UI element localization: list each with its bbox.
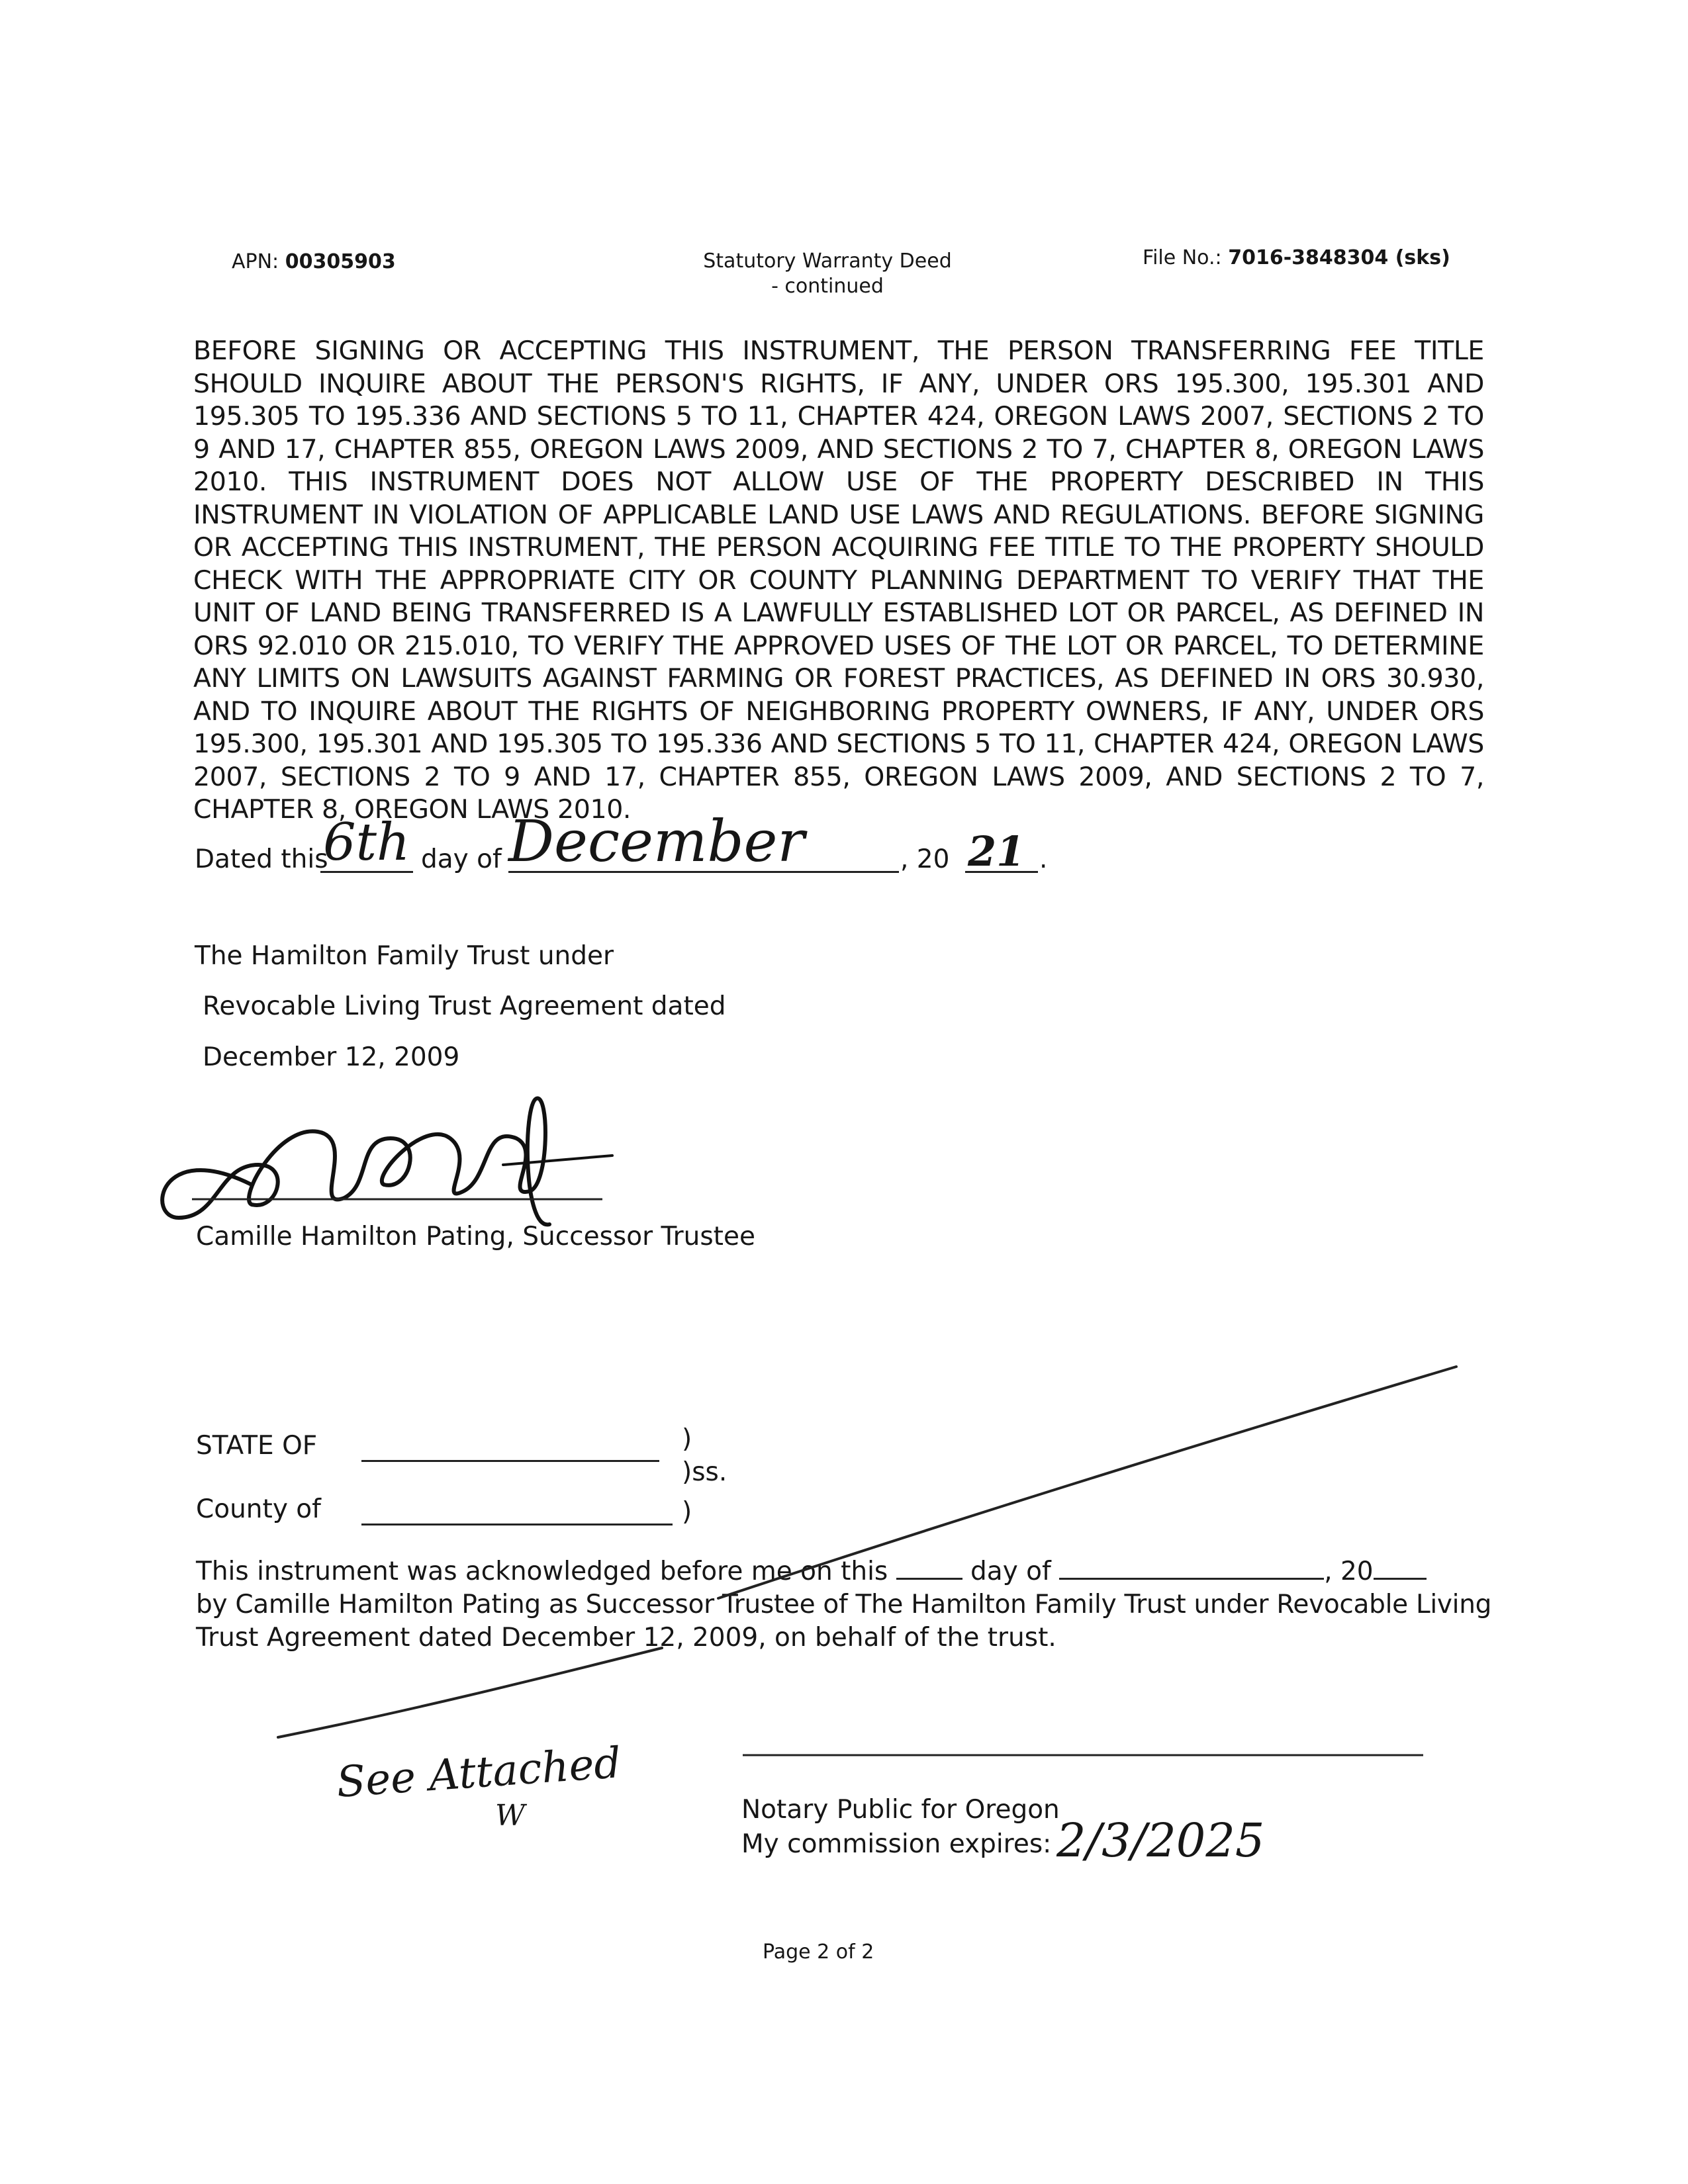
trust-line-2: Revocable Living Trust Agreement dated [203,991,726,1021]
apn-value: 00305903 [285,250,396,273]
state-label: STATE OF [196,1431,318,1461]
statutory-disclaimer: BEFORE SIGNING OR ACCEPTING THIS INSTRUMENT, THE PERSON TRANSFERRING FEE TITLE SHOULD INQUIRE ABOUT THE PERSON'S RIGHTS, IF ANY, UNDER ORS 195.300, 195.301 AND 195.305 TO 195.336 AND SECTIONS 5 TO 11, CHAPTER 424, OREGON LAWS 2007, SECTIONS 2 TO 9 AND 17, CHAPTER 855, OREGON LAWS 2009, AND SECTIONS 2 TO 7, CHAPTER 8, OREGON LAWS 2010. THIS INSTRUMENT DOES NOT ALLOW USE OF THE PROPERTY DESCRIBED IN THIS INSTRUMENT IN VIOLATION OF APPLICABLE LAND USE LAWS AND REGULATIONS. BEFORE SIGNING OR ACCEPTING THIS INSTRUMENT, THE PERSON ACQUIRING FEE TITLE TO THE PROPERTY SHOULD CHECK WITH THE APPROPRIATE CITY OR COUNTY PLANNING DEPARTMENT TO VERIFY THAT THE UNIT OF LAND BEING TRANSFERRED IS A LAWFULLY ESTABLISHED LOT OR PARCEL, AS DEFINED IN ORS 92.010 OR 215.010, TO VERIFY THE APPROVED USES OF THE LOT OR PARCEL, TO DETERMINE ANY LIMITS ON LAWSUITS AGAINST FARMING OR FOREST PRACTICES, AS DEFINED IN ORS 30.930, AND TO INQUIRE ABOUT THE RIGHTS OF NEIGHBORING PROPERTY OWNERS, IF ANY, UNDER ORS 195.300, 195.301 AND 195.305 TO 195.336 AND SECTIONS 5 TO 11, CHAPTER 424, OREGON LAWS 2007, SECTIONS 2 TO 9 AND 17, CHAPTER 855, OREGON LAWS 2009, AND SECTIONS 2 TO 7, CHAPTER 8, OREGON LAWS 2010. [193,336,1484,825]
county-label: County of [196,1494,321,1524]
ack-line-1-a: This instrument was acknowledged before me on this [196,1557,888,1586]
dated-day-of: day of [421,844,502,874]
dated-year-prefix: , 20 [900,844,950,874]
commission-expires-label: My commission expires: [741,1829,1052,1859]
ack-line-1-c: , 20 [1324,1557,1374,1586]
ack-line-3: Trust Agreement dated December 12, 2009, on behalf of the trust. [196,1623,1056,1653]
signature-caption: Camille Hamilton Pating, Successor Trustee [196,1222,755,1251]
ack-line-2: by Camille Hamilton Pating as Successor Trustee of The Hamilton Family Trust under Revocable Living [196,1590,1492,1619]
trust-line-1: The Hamilton Family Trust under [195,941,614,971]
dated-year-handwritten: 21 [968,827,1025,876]
paren-bottom: ) [682,1497,692,1527]
ack-line-1-b: day of [970,1557,1051,1586]
initials-handwritten: W [495,1799,526,1833]
see-attached-handwritten: See Attached [334,1739,623,1807]
page-number: Page 2 of 2 [763,1940,874,1964]
file-label: File No.: [1143,246,1222,269]
commission-expires-handwritten: 2/3/2025 [1056,1813,1265,1868]
paren-top: ) [682,1424,692,1454]
dated-end: . [1039,844,1048,874]
notary-public-label: Notary Public for Oregon [741,1795,1060,1825]
dated-month-handwritten: December [508,809,805,875]
strike-slash [718,1367,1456,1598]
apn-label: APN: [232,250,279,273]
title-line-1: Statutory Warranty Deed [703,250,952,273]
file-value: 7016-3848304 (sks) [1228,246,1450,269]
strike-slash-lower [278,1648,662,1737]
title-line-2: - continued [771,275,884,298]
paren-ss: )ss. [682,1457,727,1487]
trust-line-3: December 12, 2009 [203,1042,460,1072]
dated-day-handwritten: 6th [323,813,410,872]
dated-prefix: Dated this [195,844,328,874]
